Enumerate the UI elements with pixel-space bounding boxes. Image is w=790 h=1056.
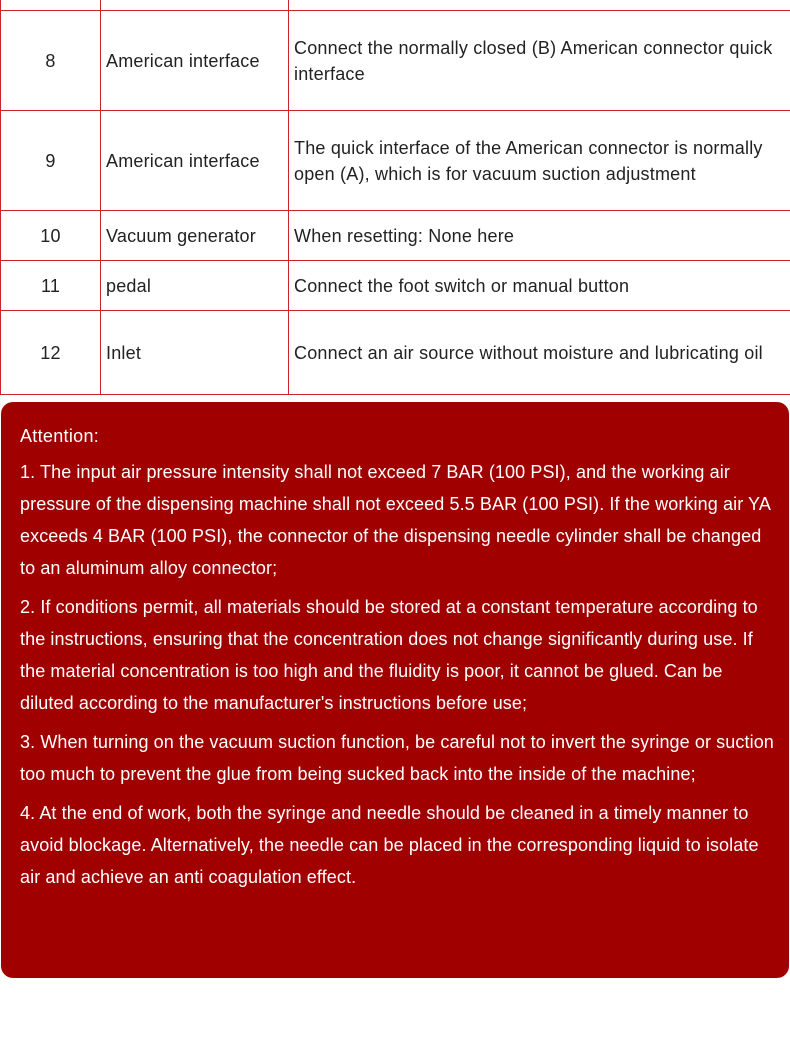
attention-item: 4. At the end of work, both the syringe and needle should be cleaned in a timely manner to avoid blockage. Alternatively, the needle can be placed in the corresponding liquid to isolate air and achieve an anti coagulation effect. xyxy=(20,803,759,887)
attention-item: 3. When turning on the vacuum suction function, be careful not to invert the syringe or suction too much to prevent the glue from being sucked back into the inside of the machine; xyxy=(20,732,774,784)
row-description xyxy=(289,0,790,11)
row-description: The quick interface of the American connector is normally open (A), which is for vacuum suction adjustment xyxy=(289,111,790,211)
table-row xyxy=(1,11,790,111)
row-description: Connect the foot switch or manual button xyxy=(289,261,790,311)
row-name: American interface xyxy=(101,11,289,111)
row-number: 12 xyxy=(1,311,101,395)
row-number xyxy=(1,0,101,11)
attention-title: Attention: xyxy=(20,426,100,446)
row-name: American interface xyxy=(101,111,289,211)
row-description: Connect the normally closed (B) American connector quick interface xyxy=(289,11,790,111)
row-description: When resetting: None here xyxy=(289,211,790,261)
table-row xyxy=(1,211,790,261)
row-number: 11 xyxy=(1,261,101,311)
attention-panel xyxy=(1,402,789,978)
row-number: 8 xyxy=(1,11,101,111)
table-row xyxy=(1,261,790,311)
row-description: Connect an air source without moisture and lubricating oil xyxy=(289,311,790,395)
row-name xyxy=(101,0,289,11)
row-name: pedal xyxy=(101,261,289,311)
row-number: 9 xyxy=(1,111,101,211)
row-number: 10 xyxy=(1,211,101,261)
row-name: Vacuum generator xyxy=(101,211,289,261)
attention-item: 2. If conditions permit, all materials should be stored at a constant temperature according to the instructions, ensuring that the concentration does not change significantly during use. If the material concentration is too high and the fluidity is poor, it cannot be glued. Can be diluted according to the manufacturer's instructions before use; xyxy=(20,597,758,713)
spec-table xyxy=(0,0,790,395)
attention-item: 1. The input air pressure intensity shall not exceed 7 BAR (100 PSI), and the working air pressure of the dispensing machine shall not exceed 5.5 BAR (100 PSI). If the working air YA exceeds 4 BAR (100 PSI), the connector of the dispensing needle cylinder shall be changed to an aluminum alloy connector; xyxy=(20,462,770,578)
table-row xyxy=(1,0,790,11)
table-row xyxy=(1,111,790,211)
row-name: Inlet xyxy=(101,311,289,395)
table-row xyxy=(1,311,790,395)
